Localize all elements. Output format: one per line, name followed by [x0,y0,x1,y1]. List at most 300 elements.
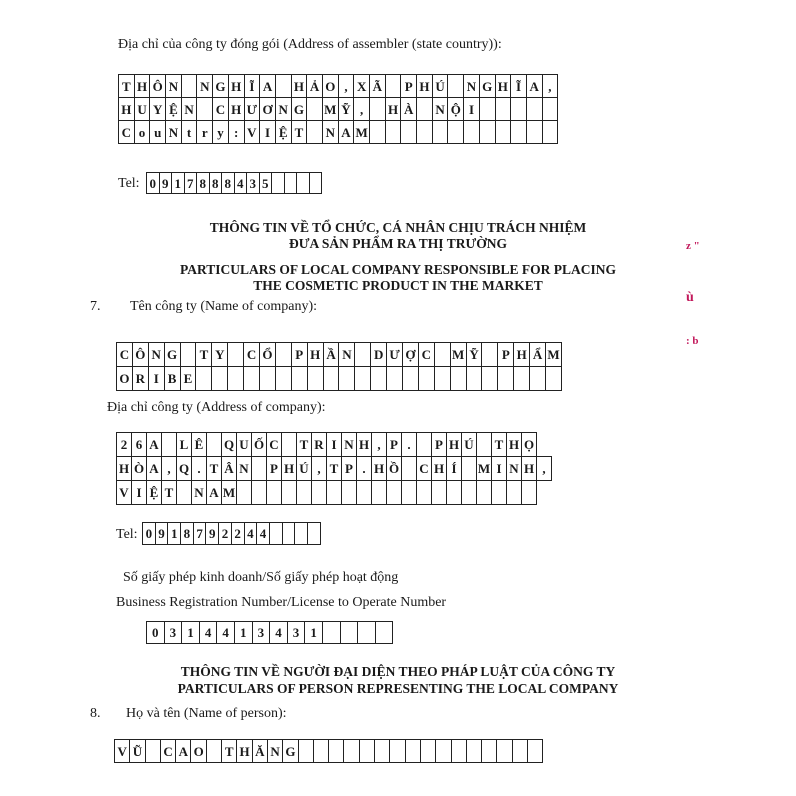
letter-box[interactable] [341,480,357,505]
person-name-grid[interactable] [114,739,543,763]
letter-box[interactable] [294,522,308,545]
letter-box[interactable] [356,480,372,505]
letter-box[interactable] [495,120,512,144]
letter-box[interactable]: Ú [432,74,449,98]
letter-box[interactable]: N [191,480,207,505]
letter-box[interactable]: N [165,120,182,144]
letter-box[interactable]: 3 [252,621,271,644]
letter-box[interactable]: M [353,120,370,144]
letter-box[interactable]: 2 [218,522,232,545]
letter-box[interactable]: T [206,456,222,481]
letter-box[interactable] [526,97,543,121]
letter-box[interactable] [401,456,417,481]
letter-box[interactable] [495,97,512,121]
letter-box[interactable]: . [356,456,372,481]
letter-box[interactable] [416,120,433,144]
letter-box[interactable]: 9 [205,522,219,545]
letter-box[interactable]: T [195,342,212,367]
letter-box[interactable]: P [341,456,357,481]
letter-box[interactable]: T [326,456,342,481]
letter-box[interactable]: Ổ [259,342,276,367]
letter-box[interactable] [510,97,527,121]
letter-box[interactable] [227,366,244,391]
letter-box[interactable]: A [175,739,191,763]
letter-box[interactable]: B [164,366,181,391]
letter-box[interactable]: 7 [184,172,198,194]
letter-box[interactable] [432,120,449,144]
letter-box[interactable] [389,739,405,763]
letter-box[interactable] [435,739,451,763]
letter-box[interactable]: H [291,74,308,98]
letter-box[interactable] [526,120,543,144]
letter-box[interactable] [298,739,314,763]
letter-box[interactable]: 6 [131,432,147,457]
letter-box[interactable]: Ệ [275,120,292,144]
letter-box[interactable] [269,522,283,545]
letter-box[interactable]: L [176,432,192,457]
company-tel-grid[interactable] [142,522,321,545]
letter-box[interactable]: N [196,74,213,98]
letter-box[interactable]: , [161,456,177,481]
letter-box[interactable] [323,366,340,391]
letter-box[interactable]: Ò [131,456,147,481]
letter-box[interactable]: Ã [369,74,386,98]
letter-box[interactable] [513,366,530,391]
letter-box[interactable] [357,621,376,644]
letter-box[interactable] [275,74,292,98]
letter-box[interactable]: O [116,366,133,391]
letter-box[interactable]: 8 [196,172,210,194]
letter-box[interactable]: C [212,97,229,121]
letter-box[interactable]: M [322,97,339,121]
letter-box[interactable]: H [416,74,433,98]
letter-box[interactable] [481,342,498,367]
letter-box[interactable]: 4 [256,522,270,545]
letter-box[interactable]: D [370,342,387,367]
letter-box[interactable]: P [291,342,308,367]
letter-box[interactable]: V [116,480,132,505]
letter-box[interactable] [497,366,514,391]
letter-box[interactable]: O [322,74,339,98]
letter-box[interactable] [176,480,192,505]
letter-box[interactable]: 0 [146,621,165,644]
letter-box[interactable] [307,366,324,391]
letter-box[interactable] [385,120,402,144]
letter-box[interactable] [491,480,507,505]
letter-box[interactable]: 2 [231,522,245,545]
letter-box[interactable]: 9 [155,522,169,545]
letter-box[interactable] [291,366,308,391]
letter-box[interactable]: . [191,456,207,481]
letter-box[interactable]: N [506,456,522,481]
letter-box[interactable]: Ỹ [338,97,355,121]
letter-box[interactable]: Í [446,456,462,481]
letter-box[interactable]: Ệ [165,97,182,121]
company-address-grid[interactable] [116,432,552,505]
letter-box[interactable]: H [116,456,132,481]
letter-box[interactable]: , [536,456,552,481]
letter-box[interactable] [386,366,403,391]
letter-box[interactable]: Ă [252,739,268,763]
letter-box[interactable] [206,432,222,457]
letter-box[interactable]: Ĩ [244,74,261,98]
letter-box[interactable] [282,522,296,545]
letter-box[interactable]: u [149,120,166,144]
letter-box[interactable]: C [160,739,176,763]
letter-box[interactable]: C [243,342,260,367]
letter-box[interactable]: N [267,739,283,763]
letter-box[interactable]: 3 [287,621,306,644]
letter-box[interactable]: Ĩ [510,74,527,98]
letter-box[interactable]: H [236,739,252,763]
letter-box[interactable]: Ư [386,342,403,367]
letter-box[interactable]: N [432,97,449,121]
letter-box[interactable]: 1 [304,621,323,644]
letter-box[interactable]: 1 [181,621,200,644]
letter-box[interactable]: M [476,456,492,481]
letter-box[interactable]: A [146,456,162,481]
letter-box[interactable] [447,74,464,98]
letter-box[interactable]: H [371,456,387,481]
letter-box[interactable]: N [181,97,198,121]
letter-box[interactable] [466,739,482,763]
letter-box[interactable] [496,739,512,763]
letter-box[interactable] [275,342,292,367]
letter-box[interactable]: M [545,342,562,367]
letter-box[interactable] [512,739,528,763]
letter-box[interactable]: . [401,432,417,457]
letter-box[interactable]: , [371,432,387,457]
letter-box[interactable]: 5 [259,172,273,194]
letter-box[interactable] [401,480,417,505]
letter-box[interactable]: G [282,739,298,763]
letter-box[interactable] [446,480,462,505]
letter-box[interactable]: X [353,74,370,98]
letter-box[interactable]: 1 [234,621,253,644]
letter-box[interactable]: T [118,74,135,98]
letter-box[interactable]: G [291,97,308,121]
letter-box[interactable]: Ộ [447,97,464,121]
letter-box[interactable] [466,366,483,391]
letter-box[interactable] [386,480,402,505]
letter-box[interactable] [266,480,282,505]
letter-box[interactable] [402,366,419,391]
letter-box[interactable]: Ỹ [466,342,483,367]
letter-box[interactable]: : [228,120,245,144]
letter-box[interactable]: N [236,456,252,481]
letter-box[interactable]: 1 [167,522,181,545]
letter-box[interactable]: U [236,432,252,457]
letter-box[interactable] [354,342,371,367]
letter-box[interactable]: 4 [244,522,258,545]
letter-box[interactable] [161,432,177,457]
letter-box[interactable]: Y [149,97,166,121]
letter-box[interactable] [463,120,480,144]
letter-box[interactable]: V [244,120,261,144]
letter-box[interactable] [450,366,467,391]
letter-box[interactable] [251,480,267,505]
letter-box[interactable] [306,120,323,144]
letter-box[interactable] [275,366,292,391]
letter-box[interactable] [447,120,464,144]
letter-box[interactable]: Ố [251,432,267,457]
letter-box[interactable]: G [164,342,181,367]
letter-box[interactable] [370,366,387,391]
letter-box[interactable]: Ô [132,342,149,367]
letter-box[interactable]: H [228,97,245,121]
letter-box[interactable]: H [307,342,324,367]
letter-box[interactable]: Ả [306,74,323,98]
letter-box[interactable] [479,97,496,121]
letter-box[interactable]: Ầ [323,342,340,367]
letter-box[interactable] [326,480,342,505]
letter-box[interactable] [420,739,436,763]
letter-box[interactable]: H [446,432,462,457]
letter-box[interactable] [281,432,297,457]
letter-box[interactable]: 0 [146,172,160,194]
letter-box[interactable]: 4 [199,621,218,644]
letter-box[interactable] [271,172,285,194]
letter-box[interactable]: N [165,74,182,98]
letter-box[interactable] [434,342,451,367]
letter-box[interactable] [385,74,402,98]
letter-box[interactable]: Ú [296,456,312,481]
letter-box[interactable] [369,97,386,121]
letter-box[interactable]: E [180,366,197,391]
letter-box[interactable] [211,366,228,391]
letter-box[interactable] [506,480,522,505]
letter-box[interactable]: M [221,480,237,505]
letter-box[interactable] [416,432,432,457]
letter-box[interactable]: C [266,432,282,457]
letter-box[interactable]: H [118,97,135,121]
letter-box[interactable]: C [116,342,133,367]
letter-box[interactable] [545,366,562,391]
letter-box[interactable]: Ê [191,432,207,457]
letter-box[interactable]: 0 [142,522,156,545]
letter-box[interactable]: M [450,342,467,367]
letter-box[interactable]: Ơ [259,97,276,121]
letter-box[interactable] [309,172,323,194]
letter-box[interactable] [296,172,310,194]
letter-box[interactable]: 4 [234,172,248,194]
letter-box[interactable]: , [353,97,370,121]
letter-box[interactable]: P [386,432,402,457]
letter-box[interactable]: À [400,97,417,121]
letter-box[interactable]: 8 [209,172,223,194]
letter-box[interactable]: N [341,432,357,457]
letter-box[interactable]: 2 [116,432,132,457]
letter-box[interactable]: , [338,74,355,98]
letter-box[interactable]: P [266,456,282,481]
letter-box[interactable] [340,621,359,644]
letter-box[interactable]: R [132,366,149,391]
letter-box[interactable]: Ẩ [529,342,546,367]
letter-box[interactable]: R [311,432,327,457]
company-name-grid[interactable] [116,342,562,391]
letter-box[interactable] [527,739,543,763]
letter-box[interactable]: P [497,342,514,367]
letter-box[interactable]: C [418,342,435,367]
letter-box[interactable] [418,366,435,391]
letter-box[interactable]: G [479,74,496,98]
letter-box[interactable]: Ợ [402,342,419,367]
letter-box[interactable]: Ệ [146,480,162,505]
letter-box[interactable]: 8 [180,522,194,545]
letter-box[interactable]: V [114,739,130,763]
letter-box[interactable] [375,621,394,644]
letter-box[interactable]: Ọ [521,432,537,457]
letter-box[interactable]: N [275,97,292,121]
letter-box[interactable]: T [491,432,507,457]
letter-box[interactable] [521,480,537,505]
letter-box[interactable] [510,120,527,144]
letter-box[interactable]: H [506,432,522,457]
letter-box[interactable] [476,480,492,505]
letter-box[interactable] [296,480,312,505]
letter-box[interactable] [338,366,355,391]
letter-box[interactable]: r [196,120,213,144]
letter-box[interactable]: N [322,120,339,144]
letter-box[interactable] [369,120,386,144]
letter-box[interactable]: I [491,456,507,481]
letter-box[interactable]: Q [176,456,192,481]
letter-box[interactable]: 4 [216,621,235,644]
letter-box[interactable]: G [212,74,229,98]
letter-box[interactable] [434,366,451,391]
letter-box[interactable]: N [148,342,165,367]
letter-box[interactable]: C [118,120,135,144]
letter-box[interactable]: Ũ [129,739,145,763]
letter-box[interactable] [281,480,297,505]
letter-box[interactable] [180,342,197,367]
letter-box[interactable]: 8 [221,172,235,194]
letter-box[interactable] [481,739,497,763]
letter-box[interactable]: I [131,480,147,505]
letter-box[interactable] [479,120,496,144]
letter-box[interactable]: Y [211,342,228,367]
letter-box[interactable]: H [521,456,537,481]
letter-box[interactable]: Ô [149,74,166,98]
letter-box[interactable]: I [463,97,480,121]
letter-box[interactable] [306,97,323,121]
letter-box[interactable]: A [146,432,162,457]
letter-box[interactable] [343,739,359,763]
letter-box[interactable] [227,342,244,367]
letter-box[interactable] [371,480,387,505]
letter-box[interactable] [476,432,492,457]
letter-box[interactable]: H [495,74,512,98]
letter-box[interactable]: Â [221,456,237,481]
letter-box[interactable] [181,74,198,98]
letter-box[interactable]: Ồ [386,456,402,481]
letter-box[interactable] [374,739,390,763]
letter-box[interactable]: H [228,74,245,98]
letter-box[interactable] [405,739,421,763]
letter-box[interactable]: H [385,97,402,121]
letter-box[interactable] [461,456,477,481]
letter-box[interactable]: C [416,456,432,481]
letter-box[interactable]: A [526,74,543,98]
letter-box[interactable] [259,366,276,391]
letter-box[interactable]: 1 [171,172,185,194]
letter-box[interactable] [145,739,161,763]
letter-box[interactable] [195,366,212,391]
letter-box[interactable] [461,480,477,505]
letter-box[interactable]: H [134,74,151,98]
letter-box[interactable]: I [326,432,342,457]
license-number-grid[interactable] [146,621,393,644]
letter-box[interactable] [359,739,375,763]
letter-box[interactable] [481,366,498,391]
letter-box[interactable] [542,120,559,144]
letter-box[interactable] [206,739,222,763]
letter-box[interactable]: P [431,432,447,457]
letter-box[interactable] [400,120,417,144]
letter-box[interactable] [313,739,329,763]
letter-box[interactable] [243,366,260,391]
letter-box[interactable]: T [221,739,237,763]
letter-box[interactable] [284,172,298,194]
letter-box[interactable]: A [206,480,222,505]
letter-box[interactable]: A [259,74,276,98]
letter-box[interactable] [529,366,546,391]
letter-box[interactable] [416,480,432,505]
letter-box[interactable] [354,366,371,391]
letter-box[interactable]: 4 [269,621,288,644]
letter-box[interactable]: T [161,480,177,505]
letter-box[interactable]: t [181,120,198,144]
letter-box[interactable] [431,480,447,505]
letter-box[interactable]: A [338,120,355,144]
letter-box[interactable]: y [212,120,229,144]
letter-box[interactable]: 3 [246,172,260,194]
letter-box[interactable]: U [134,97,151,121]
assembler-address-grid[interactable] [118,74,558,144]
letter-box[interactable]: N [463,74,480,98]
letter-box[interactable]: o [134,120,151,144]
letter-box[interactable]: T [296,432,312,457]
letter-box[interactable]: T [291,120,308,144]
letter-box[interactable]: H [431,456,447,481]
letter-box[interactable] [322,621,341,644]
letter-box[interactable]: Ư [244,97,261,121]
letter-box[interactable] [236,480,252,505]
letter-box[interactable]: H [513,342,530,367]
letter-box[interactable] [251,456,267,481]
assembler-tel-grid[interactable] [146,172,322,194]
letter-box[interactable]: H [356,432,372,457]
letter-box[interactable] [416,97,433,121]
letter-box[interactable]: H [281,456,297,481]
letter-box[interactable]: O [190,739,206,763]
letter-box[interactable]: I [259,120,276,144]
letter-box[interactable]: N [338,342,355,367]
letter-box[interactable]: 9 [159,172,173,194]
letter-box[interactable]: Ú [461,432,477,457]
letter-box[interactable]: , [542,74,559,98]
letter-box[interactable] [307,522,321,545]
letter-box[interactable]: I [148,366,165,391]
letter-box[interactable] [451,739,467,763]
letter-box[interactable]: P [400,74,417,98]
letter-box[interactable]: 3 [164,621,183,644]
letter-box[interactable] [196,97,213,121]
letter-box[interactable] [311,480,327,505]
letter-box[interactable]: Q [221,432,237,457]
letter-box[interactable] [542,97,559,121]
letter-box[interactable] [328,739,344,763]
